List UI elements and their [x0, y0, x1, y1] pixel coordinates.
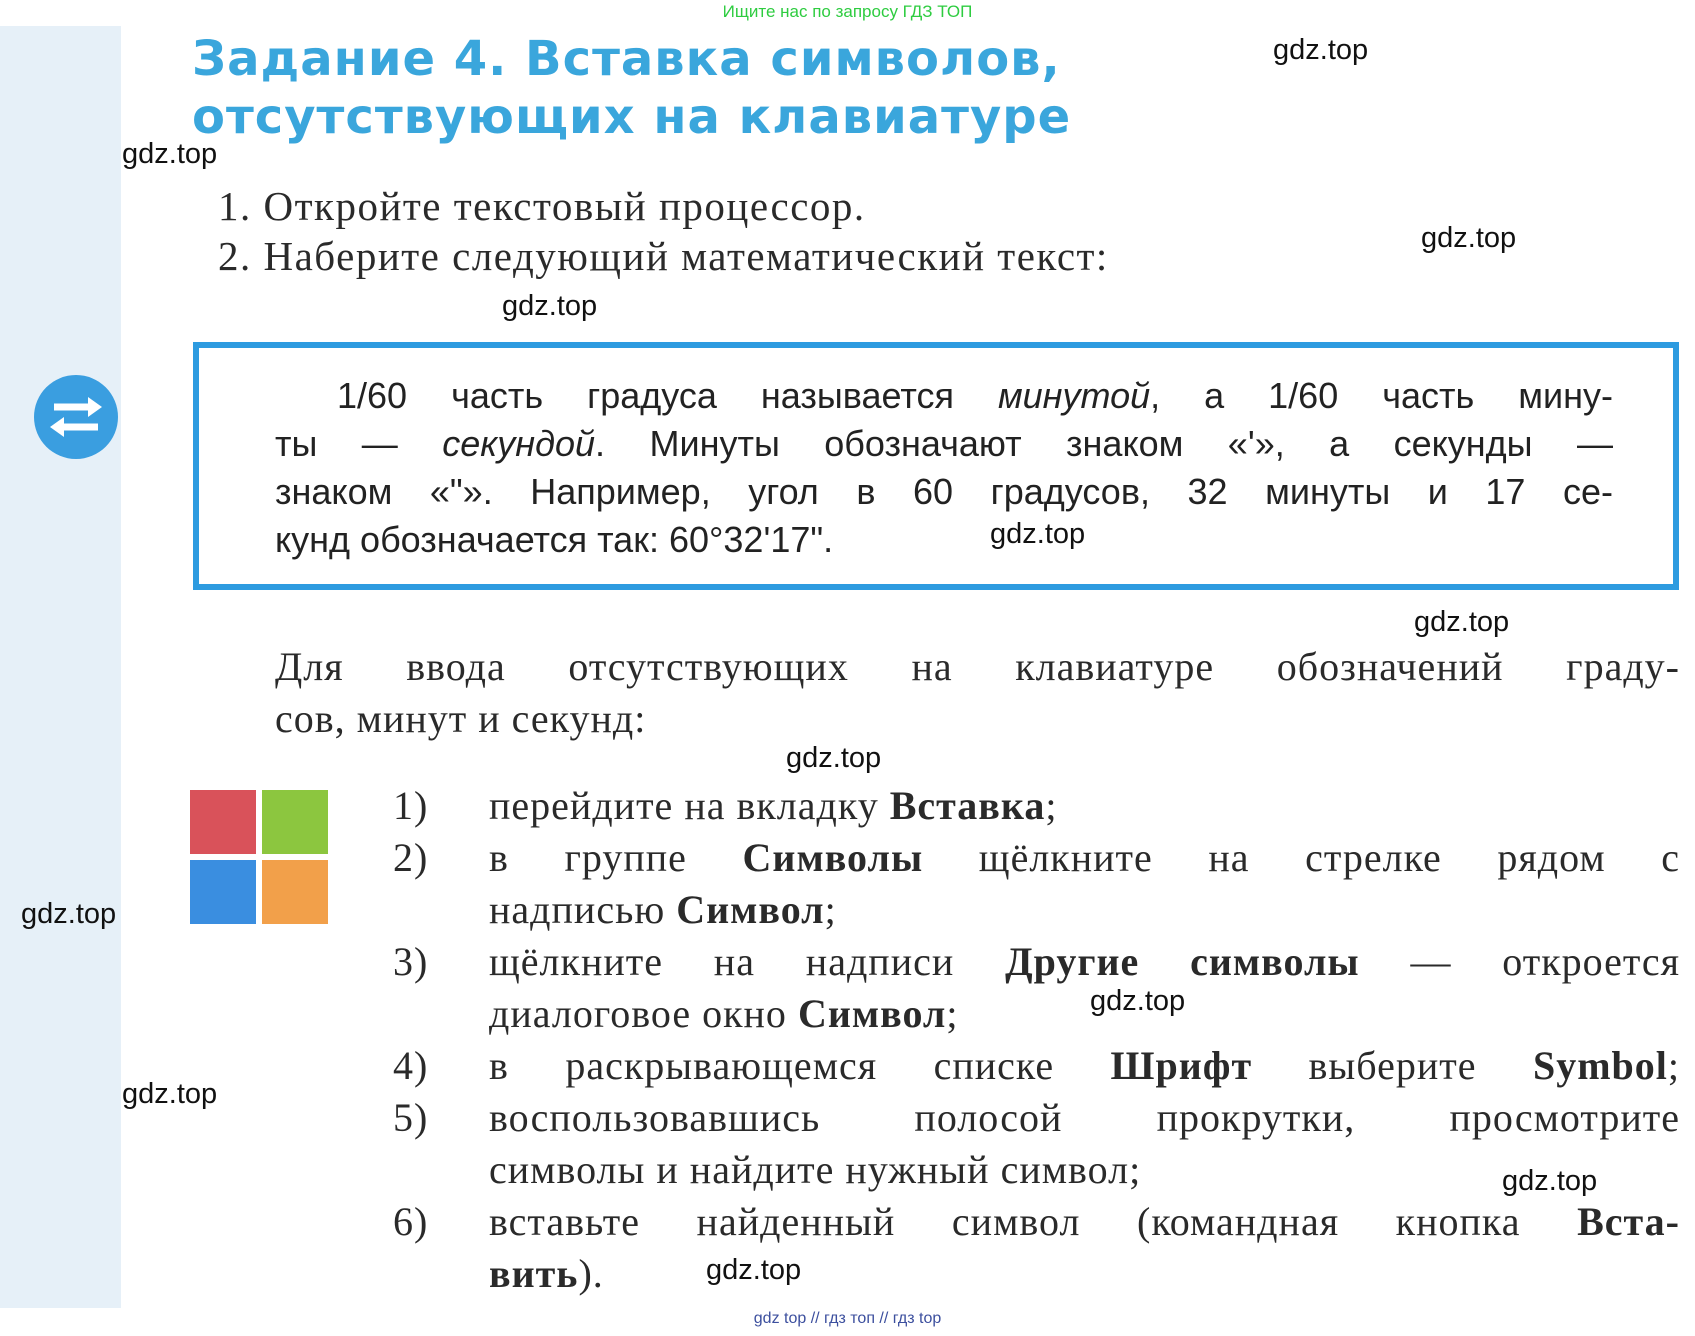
item-text-line-2: символы и найдите нужный символ; — [489, 1147, 1142, 1192]
watermark: gdz.top — [1502, 1165, 1598, 1197]
logo-tile-red — [190, 790, 256, 854]
item-text-line-1 — [489, 1196, 1680, 1248]
list-item — [393, 832, 1680, 936]
item-text-d: ). — [578, 1251, 604, 1296]
item-text-d: диалоговое окно — [489, 991, 798, 1036]
watermark: gdz.top — [21, 898, 117, 930]
watermark: gdz.top — [1090, 985, 1186, 1017]
item-text-e: ; — [1667, 1043, 1681, 1088]
watermark: gdz.top — [990, 518, 1086, 550]
item-term: Вста- — [1577, 1199, 1680, 1244]
item-text-line-2 — [489, 988, 1680, 1040]
item-text-f: ; — [946, 991, 959, 1036]
item-term: Символ — [676, 887, 825, 932]
item-number: 2) — [393, 835, 429, 880]
logo-tile-blue — [190, 860, 256, 924]
list-item — [393, 1092, 1680, 1196]
item-text-a: вставьте найденный символ (командная кнопка — [489, 1199, 1578, 1244]
item-text-line-2 — [489, 884, 1680, 936]
item-term: Символ — [797, 991, 947, 1036]
task-title — [192, 30, 1071, 146]
item-number: 1) — [393, 783, 429, 828]
example-line-1 — [275, 372, 1613, 420]
item-term: Другие символы — [1005, 939, 1360, 984]
example-line-2-part-a: ты — — [275, 423, 443, 464]
item-text-c: ; — [1045, 783, 1058, 828]
item-term: Шрифт — [1110, 1043, 1253, 1088]
item-text-a: перейдите на вкладку — [489, 783, 890, 828]
paragraph-line-2: сов, минут и секунд: — [275, 696, 647, 741]
item-term: Symbol — [1532, 1043, 1668, 1088]
top-banner: Ищите нас по запросу ГДЗ ТОП — [722, 2, 973, 21]
watermark: gdz.top — [1414, 606, 1510, 638]
watermark: gdz.top — [786, 742, 882, 774]
title-line-1: Задание 4. Вставка символов, — [192, 31, 1061, 87]
page-margin-strip — [0, 26, 121, 1308]
instruction-list — [393, 780, 1680, 1300]
item-text-c: — откроется — [1359, 939, 1680, 984]
windows-logo-icon — [190, 790, 332, 928]
list-item — [393, 780, 1680, 832]
item-text-line-1: воспользовавшись полосой прокрутки, просмотрите — [489, 1095, 1680, 1140]
title-line-2: отсутствующих на клавиатуре — [192, 89, 1072, 145]
term-minute: минутой — [997, 375, 1151, 416]
item-text-a: в раскрывающемся списке — [489, 1043, 1111, 1088]
instructions-paragraph — [275, 641, 1680, 745]
item-text-d: надписью — [489, 887, 677, 932]
watermark: gdz.top — [1421, 222, 1517, 254]
example-line-2 — [275, 420, 1613, 468]
example-line-4: кунд обозначается так: 60°32'17". — [275, 519, 834, 560]
item-term: Вставка — [889, 783, 1046, 828]
item-text-a: щёлкните на надписи — [489, 939, 1006, 984]
list-item — [393, 1196, 1680, 1300]
logo-tile-orange — [262, 860, 328, 924]
item-text-a: в группе — [489, 835, 743, 880]
item-number: 4) — [393, 1043, 429, 1088]
watermark: gdz.top — [502, 290, 598, 322]
step-1: 1. Откройте текстовый процессор. — [218, 183, 866, 229]
watermark: gdz.top — [122, 138, 218, 170]
item-number: 6) — [393, 1199, 429, 1244]
bottom-banner: gdz top // гдз топ // гдз top — [753, 1310, 942, 1327]
item-text-c: щёлкните на стрелке рядом с — [923, 835, 1680, 880]
swap-arrows-icon — [34, 375, 118, 459]
item-number: 3) — [393, 939, 429, 984]
item-text-line-2 — [489, 1248, 1680, 1300]
item-text-f: ; — [824, 887, 837, 932]
item-text-c: выберите — [1252, 1043, 1533, 1088]
watermark: gdz.top — [706, 1254, 802, 1286]
item-text-line-1 — [489, 936, 1680, 988]
item-term: Символы — [742, 835, 924, 880]
example-text — [275, 372, 1613, 564]
list-item — [393, 1040, 1680, 1092]
watermark: gdz.top — [122, 1078, 218, 1110]
example-line-1-part-a: 1/60 часть градуса называется — [337, 375, 998, 416]
item-text-line-1 — [489, 832, 1680, 884]
example-line-1-part-c: , а 1/60 часть мину- — [1150, 375, 1613, 416]
item-text — [489, 1040, 1680, 1092]
list-item — [393, 936, 1680, 1040]
term-second: секундой — [442, 423, 596, 464]
example-line-3: знаком «"». Например, угол в 60 градусов, 32 минуты и 17 се- — [275, 471, 1613, 512]
paragraph-line-1: Для ввода отсутствующих на клавиатуре обозначений граду- — [275, 644, 1680, 689]
example-line-2-part-c: . Минуты обозначают знаком «'», а секунды — — [595, 423, 1613, 464]
item-term: вить — [489, 1251, 579, 1296]
item-number: 5) — [393, 1095, 429, 1140]
step-2: 2. Наберите следующий математический текст: — [218, 233, 1109, 279]
logo-tile-green — [262, 790, 328, 854]
item-text — [489, 780, 1680, 832]
watermark: gdz.top — [1273, 34, 1369, 66]
